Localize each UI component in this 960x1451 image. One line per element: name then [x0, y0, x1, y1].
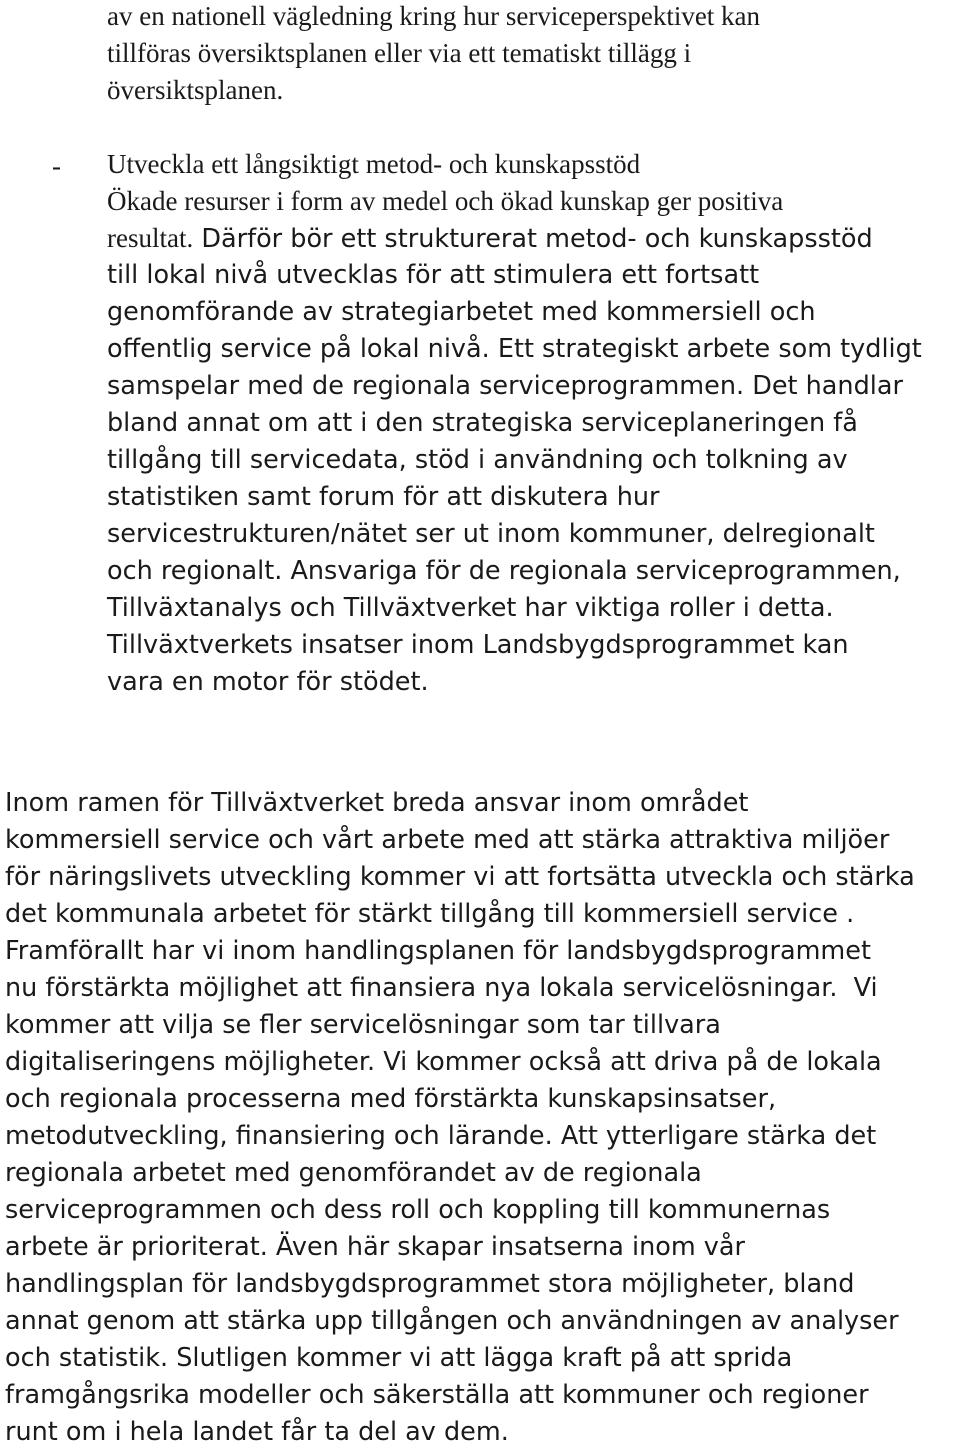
paragraph-line: kommersiell service och vårt arbete med att stärka attraktiva miljöer	[5, 825, 890, 855]
bullet-line: samspelar med de regionala serviceprogrammen. Det handlar	[107, 371, 903, 401]
paragraph-line: annat genom att stärka upp tillgången och användningen av analyser	[5, 1306, 899, 1336]
bullet-line: vara en motor för stödet.	[107, 667, 429, 697]
bullet-marker: -	[52, 151, 61, 181]
paragraph-line: och statistik. Slutligen kommer vi att lägga kraft på att sprida	[5, 1343, 793, 1373]
paragraph-line: serviceprogrammen och dess roll och koppling till kommunernas	[5, 1195, 831, 1225]
bullet-line: servicestrukturen/nätet ser ut inom kommuner, delregionalt	[107, 519, 875, 549]
paragraph-line: kommer att vilja se fler servicelösningar som tar tillvara	[5, 1010, 721, 1040]
bullet-line-serif-part: resultat.	[107, 223, 194, 253]
bullet-line-mixed	[107, 220, 957, 257]
bullet-line: statistiken samt forum för att diskutera hur	[107, 482, 660, 512]
bullet-line: Ökade resurser i form av medel och ökad kunskap ger positiva	[107, 186, 784, 216]
spacer	[107, 109, 957, 146]
paragraph-line: det kommunala arbetet för stärkt tillgång till kommersiell service .	[5, 899, 855, 929]
bullet-heading: Utveckla ett långsiktigt metod- och kunskapsstöd	[107, 149, 641, 179]
bullet-line: och regionalt. Ansvariga för de regionala serviceprogrammen,	[107, 556, 901, 586]
bullet-line: till lokal nivå utvecklas för att stimulera ett fortsatt	[107, 260, 760, 290]
bullet-line: Tillväxtanalys och Tillväxtverket har viktiga roller i detta.	[107, 593, 834, 623]
paragraph-line: metodutveckling, finansiering och lärande. Att ytterligare stärka det	[5, 1121, 877, 1151]
paragraph-line: arbete är prioriterat. Även här skapar insatserna inom vår	[5, 1232, 745, 1262]
bullet-line-sans-part: Därför bör ett strukturerat metod- och kunskapsstöd	[193, 224, 873, 254]
bullet-line: bland annat om att i den strategiska serviceplaneringen få	[107, 408, 858, 438]
intro-line: översiktsplanen.	[107, 75, 284, 105]
intro-line: tillföras översiktsplanen eller via ett tematiskt tillägg i	[107, 38, 692, 68]
paragraph-line: handlingsplan för landsbygdsprogrammet stora möjligheter, bland	[5, 1269, 855, 1299]
intro-and-bullet-block	[107, 0, 957, 701]
bullet-line: offentlig service på lokal nivå. Ett strategiskt arbete som tydligt	[107, 334, 922, 364]
paragraph-line: Inom ramen för Tillväxtverket breda ansvar inom området	[5, 788, 749, 818]
bullet-line: genomförande av strategiarbetet med kommersiell och	[107, 297, 816, 327]
paragraph-line: nu förstärkta möjlighet att finansiera nya lokala servicelösningar. Vi	[5, 973, 878, 1003]
bullet-line: tillgång till servicedata, stöd i användning och tolkning av	[107, 445, 848, 475]
paragraph-line: regionala arbetet med genomförandet av de regionala	[5, 1158, 702, 1188]
bullet-line: Tillväxtverkets insatser inom Landsbygdsprogrammet kan	[107, 630, 849, 660]
paragraph-line: runt om i hela landet får ta del av dem.	[5, 1417, 509, 1447]
body-paragraph	[5, 785, 957, 1451]
paragraph-line: Framförallt har vi inom handlingsplanen för landsbygdsprogrammet	[5, 936, 871, 966]
paragraph-line: digitaliseringens möjligheter. Vi kommer också att driva på de lokala	[5, 1047, 882, 1077]
paragraph-line: framgångsrika modeller och säkerställa att kommuner och regioner	[5, 1380, 869, 1410]
paragraph-line: och regionala processerna med förstärkta kunskapsinsatser,	[5, 1084, 777, 1114]
paragraph-line: för näringslivets utveckling kommer vi att fortsätta utveckla och stärka	[5, 862, 915, 892]
intro-line: av en nationell vägledning kring hur serviceperspektivet kan	[107, 1, 761, 31]
